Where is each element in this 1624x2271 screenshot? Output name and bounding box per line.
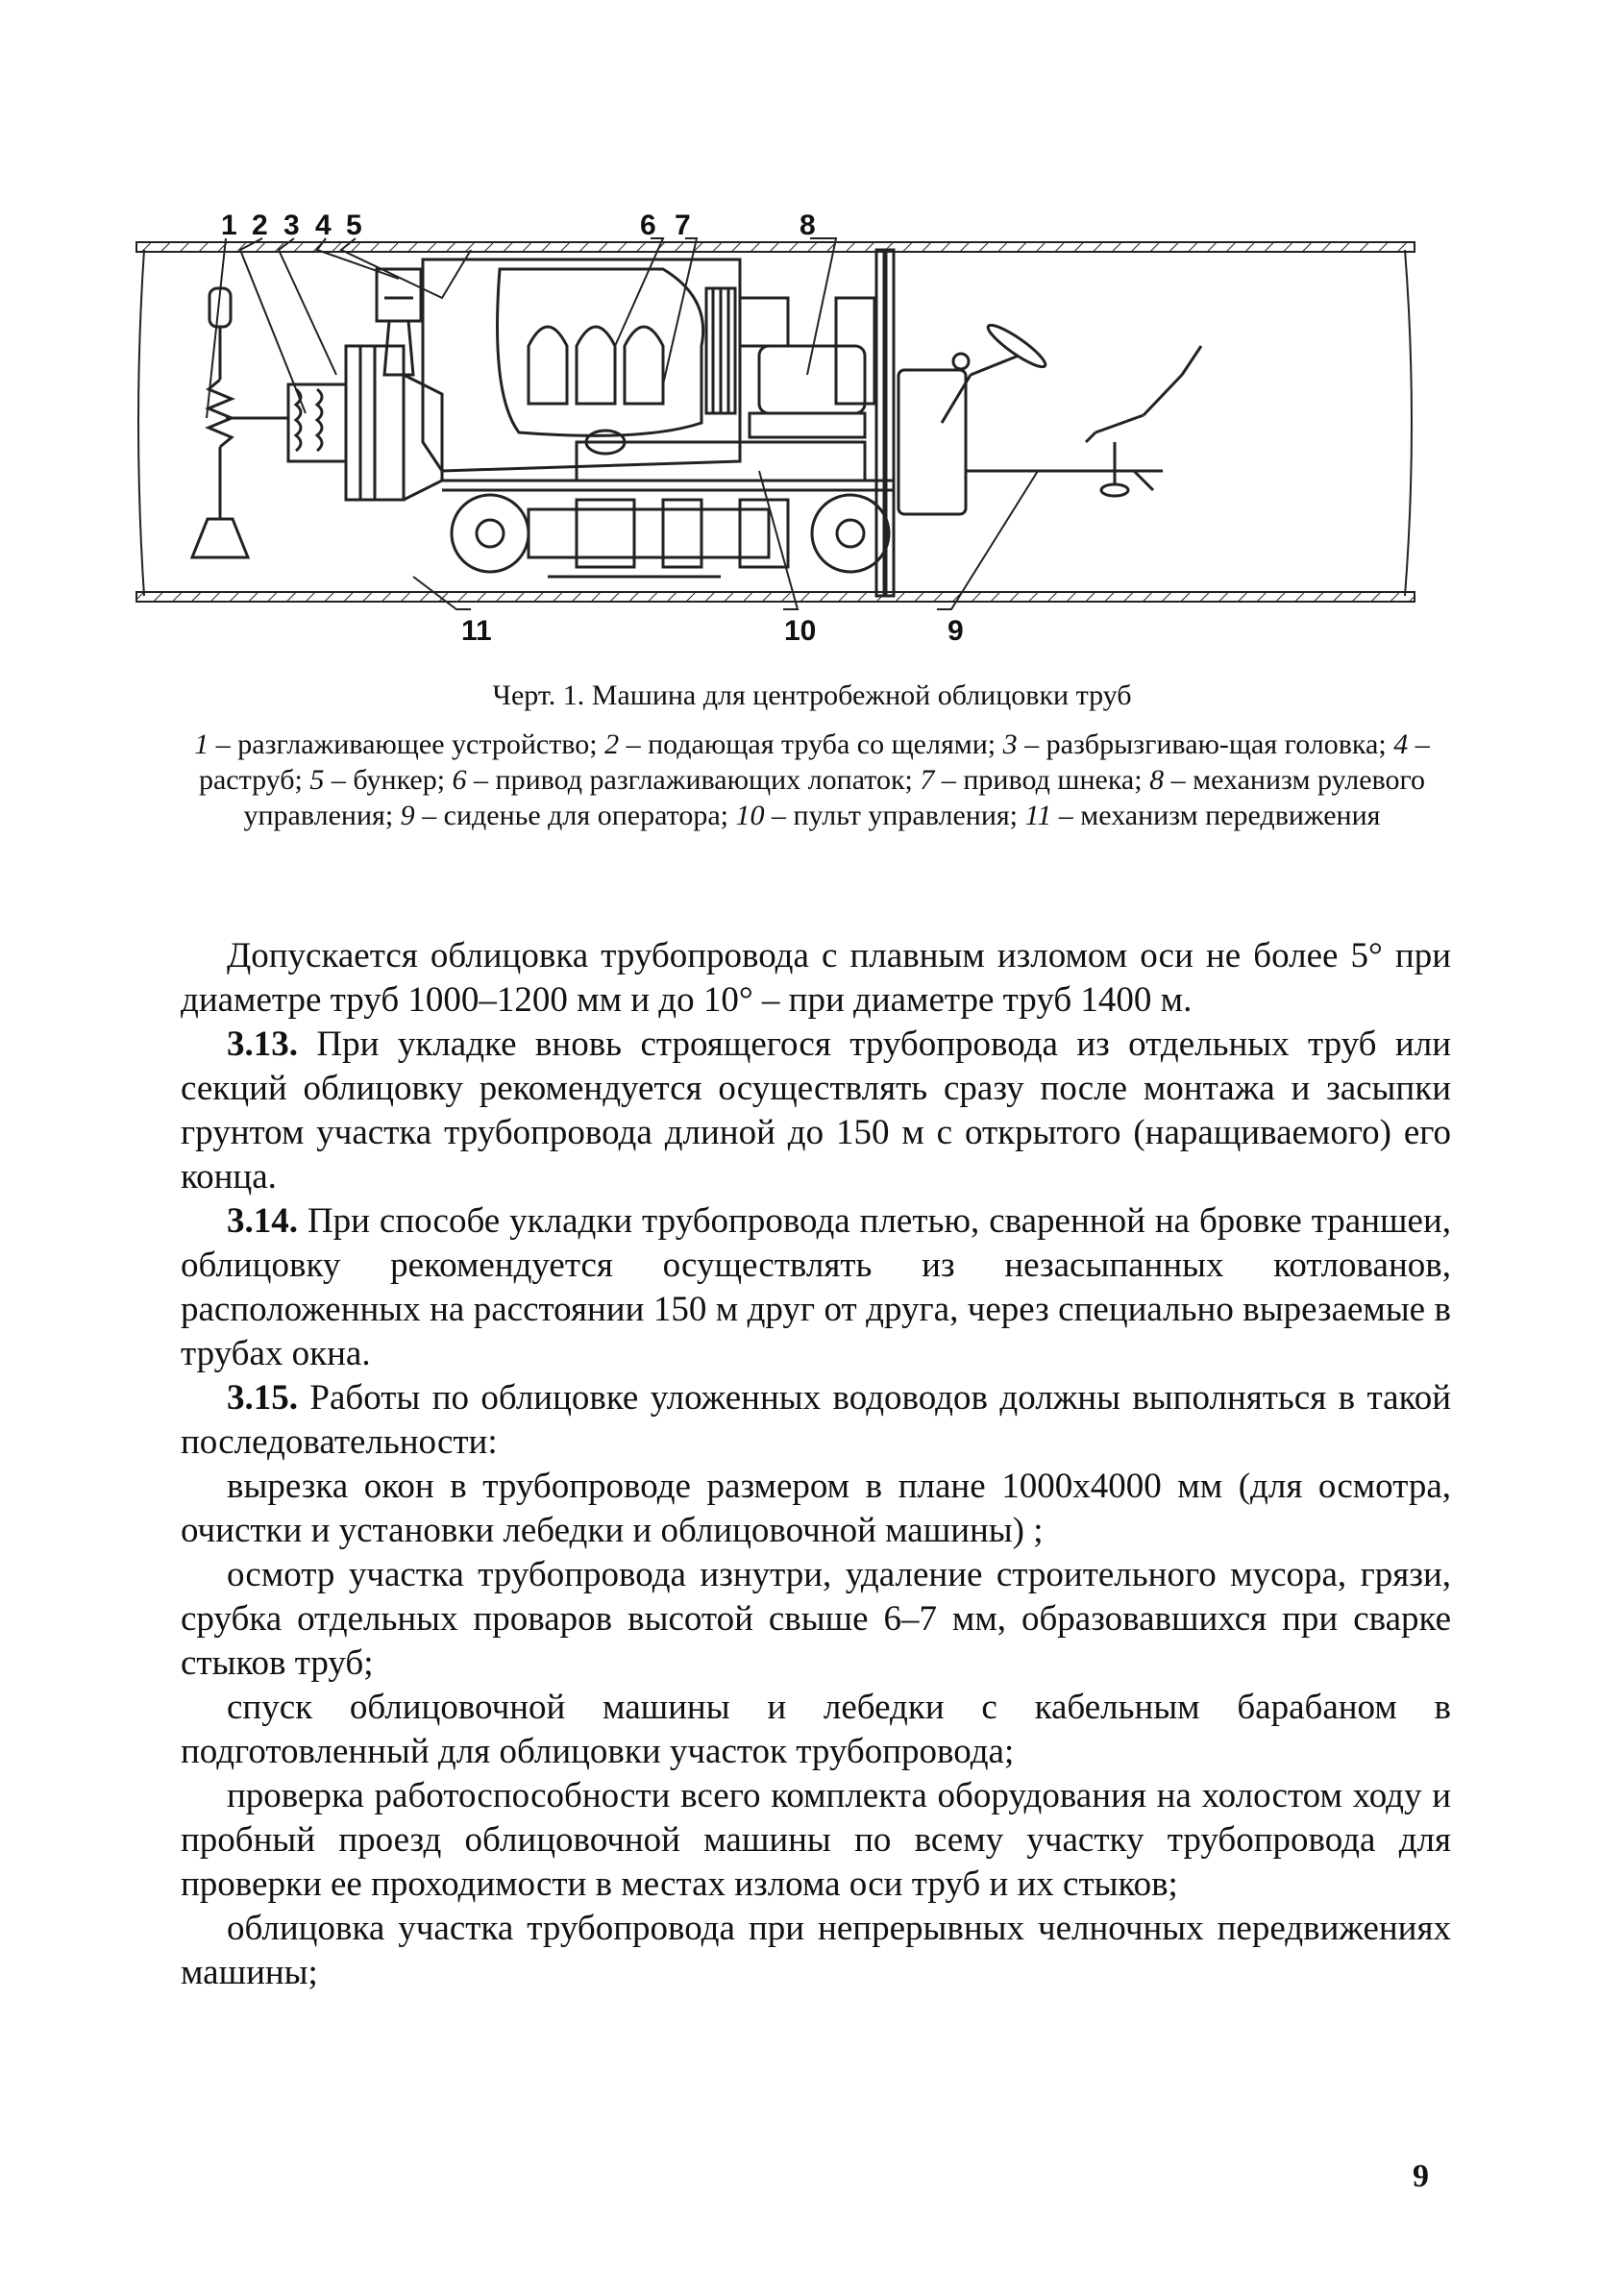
callout-9: 9 [947,615,964,647]
callout-3: 3 [283,210,300,241]
legend-item: 3 – разбрызгиваю-щая головка; [1002,728,1387,760]
drive-mechanism [452,495,889,577]
hopper [423,259,740,471]
callout-8: 8 [800,210,816,241]
legend-item: 7 – привод шнека; [920,764,1143,796]
chassis [442,442,894,490]
paragraph: Допускается облицовка трубопровода с плавным изломом оси не более 5° при диаметре труб 1000–1200 мм и до 10° – при диаметре труб 1400 м. [181,936,1451,1020]
pipe-end-left [138,250,144,596]
legend-item: 9 – сиденье для оператора; [400,800,728,831]
clause-number: 3.13. [227,1024,298,1064]
machine-drawing [125,154,1470,673]
pipe-wall-top [136,242,1415,252]
clause-number: 3.14. [227,1201,298,1241]
clause-number: 3.15. [227,1378,298,1418]
figure-legend [154,727,1470,833]
page-number: 9 [1413,2159,1429,2194]
legend-item: 2 – подающая труба со щелями; [604,728,997,760]
legend-item: 6 – привод разглаживающих лопаток; [452,764,913,796]
smoothing-device [192,288,248,557]
list-item: осмотр участка трубопровода изнутри, удаление строительного мусора, грязи, срубка отдельных проваров высотой свыше 6–7 мм, образовавшихся при сварке стыков труб; [181,1555,1451,1683]
callout-2: 2 [252,210,268,241]
list-item: облицовка участка трубопровода при непрерывных челночных передвижениях машины; [181,1909,1451,1992]
pipe-end-right [1405,250,1412,596]
legend-item: 4 – раструб; [198,728,1430,796]
leader-lines [207,238,1038,609]
callout-10: 10 [784,615,817,647]
list-item: спуск облицовочной машины и лебедки с кабельным барабаном в подготовленный для облицовки участок трубопровода; [181,1688,1451,1771]
funnel [377,269,442,500]
figure-title: Черт. 1. Машина для центробежной облицовки труб [492,679,1132,711]
legend-item: 1 – разглаживающее устройство; [194,728,598,760]
callout-7: 7 [675,210,691,241]
clause-3-15: 3.15. Работы по облицовке уложенных водоводов должны выполняться в такой последовательности: [181,1378,1451,1462]
legend-item: 11 – механизм передвижения [1024,800,1381,831]
legend-item: 10 – пульт управления; [735,800,1019,831]
machine-drawing-svg [125,154,1470,673]
drives [706,288,874,437]
list-item: проверка работоспособности всего комплекта оборудования на холостом ходу и пробный проезд облицовочной машины по всему участку трубопровода для проверки ее проходимости в местах излома оси труб и их стыков; [181,1776,1451,1904]
callout-11: 11 [461,615,492,647]
spray-head [226,346,404,500]
callout-4: 4 [315,210,332,241]
list-item: вырезка окон в трубопроводе размером в плане 1000х4000 мм (для осмотра, очистки и установки лебедки и облицовочной машины) ; [181,1467,1451,1550]
callout-1: 1 [221,210,237,241]
operator-seat [1086,346,1201,496]
callout-5: 5 [346,210,362,241]
clause-3-13: 3.13. При укладке вновь строящегося трубопровода из отдельных труб или секций облицовку рекомендуется осуществлять сразу после монтажа и засыпки грунтом участка трубопровода длиной до 150 м с открытого (наращиваемого) его конца. [181,1024,1451,1197]
callout-6: 6 [640,210,656,241]
body-text [181,934,1451,1995]
legend-item: 5 – бункер; [309,764,446,796]
legend-item: 8 – механизм рулевого управления; [243,764,1426,831]
pipe-wall-bottom [136,592,1415,602]
clause-3-14: 3.14. При способе укладки трубопровода плетью, сваренной на бровке траншеи, облицовку рекомендуется осуществлять из незасыпанных котлованов, расположенных на расстоянии 150 м друг от друга, через специально вырезаемые в трубах окна. [181,1201,1451,1373]
